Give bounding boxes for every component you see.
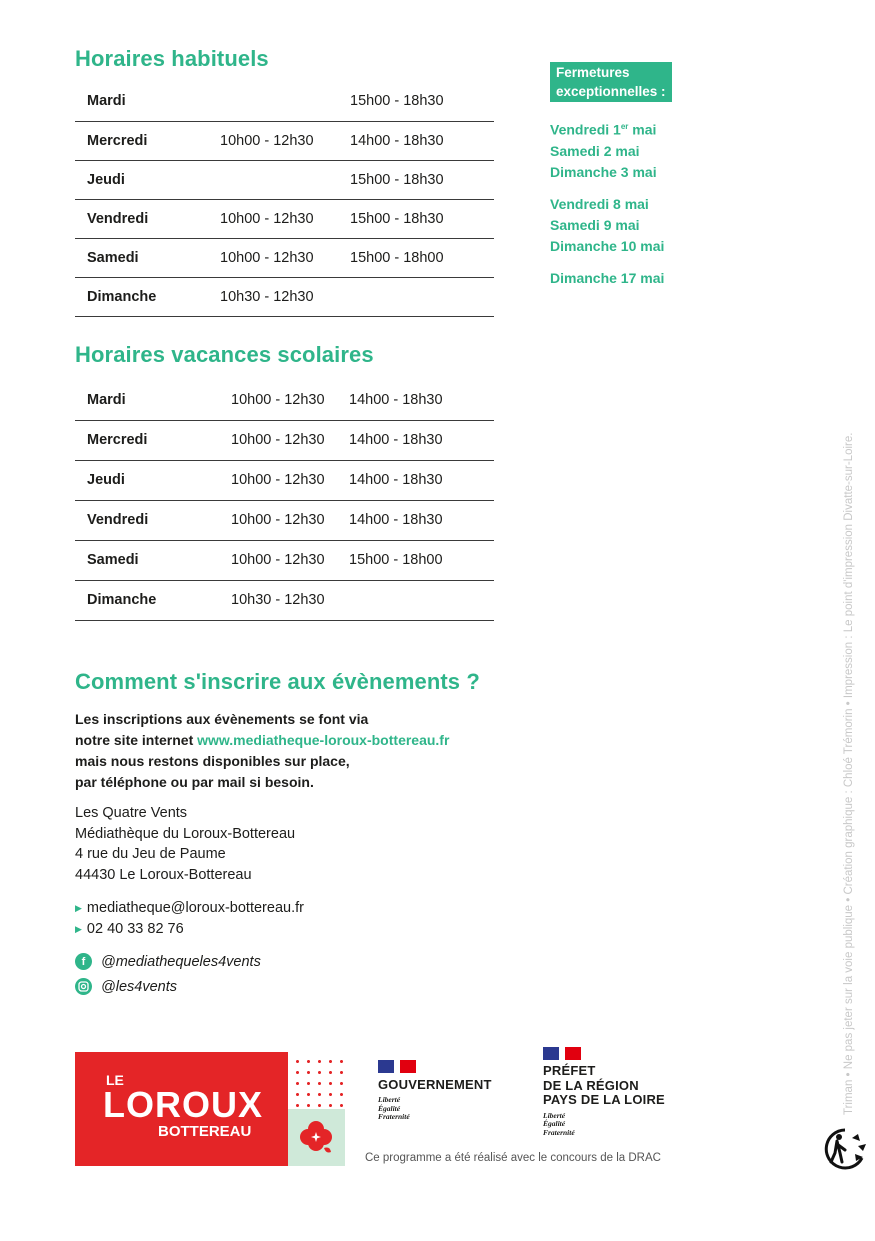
motto: Liberté Égalité Fraternité bbox=[378, 1095, 410, 1121]
logo-loroux: LOROUX bbox=[103, 1084, 264, 1125]
holiday-hours-table bbox=[75, 380, 494, 621]
closures-panel bbox=[550, 62, 672, 300]
logo-bottereau: BOTTEREAU bbox=[158, 1123, 252, 1140]
logo-le: LE bbox=[106, 1072, 124, 1088]
closure-item: Samedi 9 mai bbox=[550, 216, 640, 233]
dot-pattern bbox=[288, 1052, 345, 1109]
gov-name: GOUVERNEMENT bbox=[378, 1077, 492, 1092]
loroux-bottereau-logo bbox=[75, 1052, 345, 1166]
am-cell: 10h00 - 12h30 bbox=[220, 121, 350, 160]
drac-note: Ce programme a été réalisé avec le concours de la DRAC bbox=[365, 1152, 661, 1164]
facebook-handle[interactable]: @mediathequeles4vents bbox=[101, 953, 261, 970]
closures-list bbox=[550, 116, 672, 289]
holiday-hours-title: Horaires vacances scolaires bbox=[75, 342, 374, 367]
am-cell: 10h00 - 12h30 bbox=[220, 238, 350, 277]
day-cell: Samedi bbox=[75, 540, 231, 580]
logo-mint-block bbox=[288, 1109, 345, 1166]
pm-cell: 14h00 - 18h30 bbox=[349, 500, 494, 540]
pm-cell: 15h00 - 18h30 bbox=[350, 160, 494, 199]
triman-recycle-icon bbox=[822, 1126, 868, 1172]
closure-group bbox=[550, 116, 672, 183]
usual-hours-title: Horaires habituels bbox=[75, 46, 269, 71]
table-row bbox=[75, 238, 494, 277]
pm-cell: 14h00 - 18h30 bbox=[350, 121, 494, 160]
day-cell: Samedi bbox=[75, 238, 220, 277]
day-cell: Mercredi bbox=[75, 121, 220, 160]
closure-item: Samedi 2 mai bbox=[550, 142, 640, 159]
table-row bbox=[75, 82, 494, 121]
social-block bbox=[75, 949, 261, 999]
pm-cell: 14h00 - 18h30 bbox=[349, 380, 494, 420]
motto: Liberté Égalité Fraternité bbox=[543, 1110, 575, 1137]
day-cell: Dimanche bbox=[75, 277, 220, 316]
day-cell: Dimanche bbox=[75, 580, 231, 620]
triangle-bullet-icon: ▶ bbox=[75, 924, 82, 934]
day-cell: Mardi bbox=[75, 380, 231, 420]
prefet-name: PRÉFET DE LA RÉGION PAYS DE LA LOIRE bbox=[543, 1063, 665, 1107]
am-cell: 10h30 - 12h30 bbox=[220, 277, 350, 316]
day-cell: Mercredi bbox=[75, 420, 231, 460]
triangle-bullet-icon: ▶ bbox=[75, 903, 82, 913]
table-row bbox=[75, 380, 494, 420]
contacts-block bbox=[75, 898, 304, 940]
closure-item: Dimanche 3 mai bbox=[550, 163, 657, 180]
registration-line: par téléphone ou par mail si besoin. bbox=[75, 774, 314, 790]
closures-badge bbox=[550, 62, 672, 102]
table-row bbox=[75, 199, 494, 238]
prefet-logo bbox=[543, 1047, 665, 1137]
day-cell: Vendredi bbox=[75, 199, 220, 238]
pm-cell bbox=[349, 580, 494, 620]
website-link[interactable]: www.mediatheque-loroux-bottereau.fr bbox=[197, 732, 450, 748]
instagram-handle[interactable]: @les4vents bbox=[101, 978, 177, 995]
instagram-icon bbox=[75, 978, 92, 995]
facebook-row bbox=[75, 949, 261, 974]
flower-icon bbox=[298, 1119, 334, 1155]
am-cell: 10h00 - 12h30 bbox=[231, 540, 349, 580]
phone-row bbox=[75, 919, 304, 940]
closure-item: Dimanche 10 mai bbox=[550, 237, 665, 254]
closure-group bbox=[550, 268, 672, 289]
print-credits: Triman • Ne pas jeter sur la voie publique • Création graphique : Chloé Trémorin • Impression : Le point d'impression Divatte-sur-Loire. bbox=[843, 432, 855, 1115]
closure-item: Vendredi 8 mai bbox=[550, 195, 649, 212]
address-line: 4 rue du Jeu de Paume bbox=[75, 846, 226, 863]
pm-cell: 15h00 - 18h30 bbox=[350, 82, 494, 121]
am-cell: 10h00 - 12h30 bbox=[231, 500, 349, 540]
pm-cell bbox=[350, 277, 494, 316]
french-flag-icon bbox=[378, 1060, 416, 1073]
table-row bbox=[75, 121, 494, 160]
pm-cell: 15h00 - 18h00 bbox=[350, 238, 494, 277]
day-cell: Mardi bbox=[75, 82, 220, 121]
registration-line: mais nous restons disponibles sur place, bbox=[75, 753, 350, 769]
closure-item: Vendredi 1er mai bbox=[550, 121, 657, 138]
table-row bbox=[75, 420, 494, 460]
table-row bbox=[75, 460, 494, 500]
pm-cell: 14h00 - 18h30 bbox=[349, 460, 494, 500]
day-cell: Jeudi bbox=[75, 460, 231, 500]
closures-badge-line1: Fermetures bbox=[556, 65, 630, 80]
pm-cell: 15h00 - 18h30 bbox=[350, 199, 494, 238]
phone-link[interactable]: 02 40 33 82 76 bbox=[86, 921, 184, 937]
pm-cell: 15h00 - 18h00 bbox=[349, 540, 494, 580]
table-row bbox=[75, 160, 494, 199]
table-row bbox=[75, 277, 494, 316]
table-row bbox=[75, 540, 494, 580]
logo-red-block bbox=[75, 1052, 288, 1166]
registration-line: notre site internet www.mediatheque-loroux-bottereau.fr bbox=[75, 732, 450, 748]
address-line: Médiathèque du Loroux-Bottereau bbox=[75, 825, 296, 842]
table-row bbox=[75, 500, 494, 540]
usual-hours-table bbox=[75, 82, 494, 317]
email-link[interactable]: mediatheque@loroux-bottereau.fr bbox=[86, 900, 304, 916]
address-line: Les Quatre Vents bbox=[75, 805, 188, 821]
table-row bbox=[75, 580, 494, 620]
registration-line: Les inscriptions aux évènements se font via bbox=[75, 711, 369, 727]
am-cell: 10h30 - 12h30 bbox=[231, 580, 349, 620]
pm-cell: 14h00 - 18h30 bbox=[349, 420, 494, 460]
address-line: 44430 Le Loroux-Bottereau bbox=[75, 867, 252, 884]
am-cell: 10h00 - 12h30 bbox=[220, 199, 350, 238]
french-flag-icon bbox=[543, 1047, 581, 1060]
day-cell: Jeudi bbox=[75, 160, 220, 199]
am-cell: 10h00 - 12h30 bbox=[231, 420, 349, 460]
closure-item: Dimanche 17 mai bbox=[550, 269, 665, 286]
day-cell: Vendredi bbox=[75, 500, 231, 540]
closures-badge-line2: exceptionnelles : bbox=[550, 82, 672, 101]
am-cell: 10h00 - 12h30 bbox=[231, 460, 349, 500]
registration-title: Comment s'inscrire aux évènements ? bbox=[75, 669, 480, 694]
am-cell bbox=[220, 160, 350, 199]
am-cell bbox=[220, 82, 350, 121]
closure-group bbox=[550, 194, 672, 257]
gouvernement-logo bbox=[378, 1060, 492, 1122]
am-cell: 10h00 - 12h30 bbox=[231, 380, 349, 420]
facebook-icon: f bbox=[75, 953, 92, 970]
address-block bbox=[75, 803, 295, 886]
email-row bbox=[75, 898, 304, 919]
registration-text bbox=[75, 709, 449, 793]
instagram-row bbox=[75, 974, 261, 999]
